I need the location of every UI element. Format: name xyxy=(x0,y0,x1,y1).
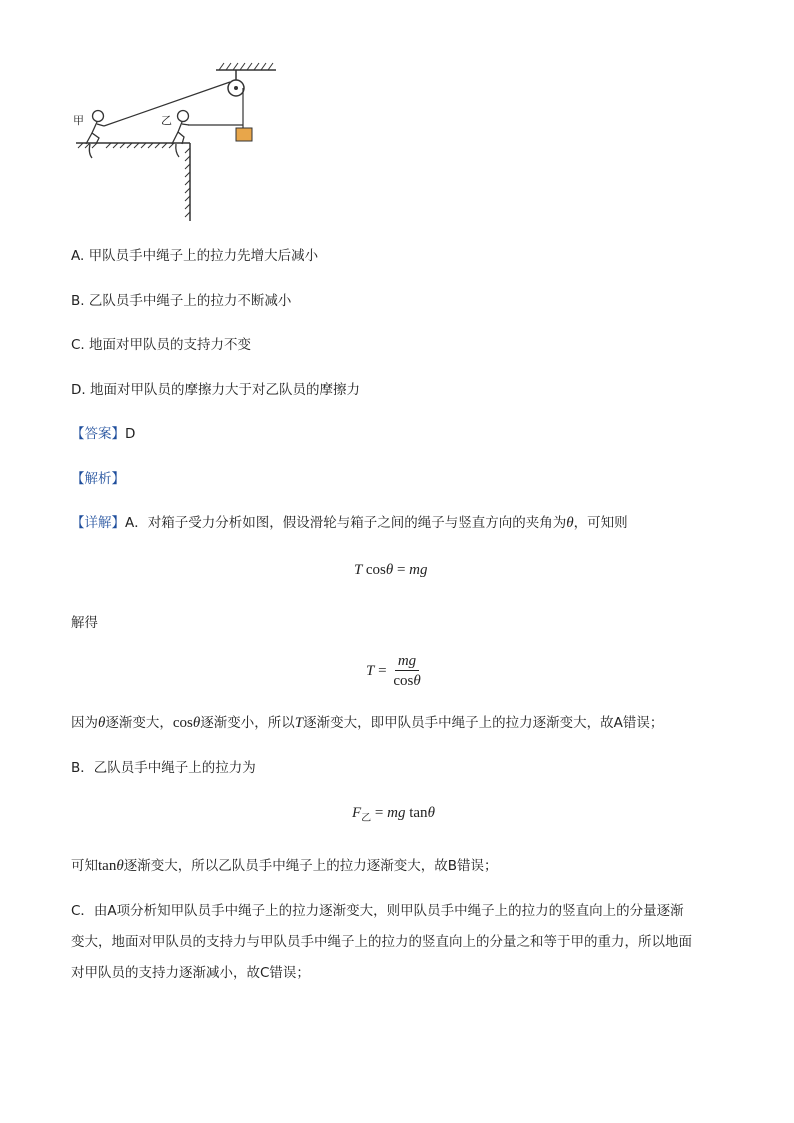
eq3-equals: = xyxy=(371,805,388,821)
eq2-T: T xyxy=(366,662,375,679)
line-b-p1: 可知 xyxy=(71,858,98,874)
detail-intro-text: A．对箱子受力分析如图，假设滑轮与箱子之间的绳子与竖直方向的夹角为 xyxy=(125,515,567,531)
analysis-line xyxy=(71,469,125,489)
theta-symbol: θ xyxy=(566,515,574,531)
eq2-den-theta: θ xyxy=(413,673,421,689)
line-a-T: T xyxy=(294,715,304,731)
eq2-denominator xyxy=(390,671,423,689)
reasoning-c-3: 对甲队员的支持力逐渐减小，故C错误； xyxy=(71,965,310,981)
detail-intro-end: ，可知则 xyxy=(573,515,628,531)
option-d: D. 地面对甲队员的摩擦力大于对乙队员的摩擦力 xyxy=(71,382,360,398)
eq1-equals: = xyxy=(393,562,410,578)
eq1-cos: cos xyxy=(365,562,386,578)
eq3-mg: mg xyxy=(387,805,406,821)
label-yi: 乙 xyxy=(161,114,172,127)
line-b-tan: tan xyxy=(98,858,117,874)
reasoning-b-intro: B．乙队员手中绳子上的拉力为 xyxy=(71,760,256,776)
answer-value: D xyxy=(125,426,136,442)
answer-tag: 【答案】 xyxy=(71,426,125,442)
reasoning-c-1: C．由A项分析知甲队员手中绳子上的拉力逐渐变大，则甲队员手中绳子上的拉力的竖直向上的分量逐渐 xyxy=(71,903,684,919)
line-a-cos: cos xyxy=(172,715,193,731)
detail-intro xyxy=(71,513,628,533)
equation-1 xyxy=(354,562,428,579)
person-yi xyxy=(172,111,189,158)
pulley-axle xyxy=(234,86,238,90)
person-jia xyxy=(86,111,104,159)
eq1-T: T xyxy=(354,562,363,578)
line-b-theta: θ xyxy=(116,858,124,874)
answer-line xyxy=(71,424,135,444)
line-a-p1: 因为 xyxy=(71,715,98,731)
eq1-theta: θ xyxy=(385,562,394,578)
solve-label: 解得 xyxy=(71,615,98,631)
line-a-p3: 逐渐变小，所以 xyxy=(200,715,295,731)
eq3-theta: θ xyxy=(427,805,435,821)
line-a-theta1: θ xyxy=(98,715,106,731)
eq3-subscript: 乙 xyxy=(361,813,372,824)
equation-2 xyxy=(366,653,424,689)
analysis-tag: 【解析】 xyxy=(71,471,125,487)
eq3-tan: tan xyxy=(409,805,428,821)
ceiling-hatch xyxy=(219,63,273,70)
box xyxy=(236,128,252,141)
reasoning-c-2: 变大，地面对甲队员的支持力与甲队员手中绳子上的拉力的竖直向上的分量之和等于甲的重力，所以地面 xyxy=(71,934,692,950)
line-a-theta2: θ xyxy=(192,715,201,731)
physics-figure xyxy=(66,58,286,228)
line-a-p2: 逐渐变大， xyxy=(105,715,173,731)
line-a-p4: 逐渐变大，即甲队员手中绳子上的拉力逐渐变大，故A错误； xyxy=(303,715,664,731)
eq1-rhs: mg xyxy=(409,562,428,578)
detail-tag: 【详解】 xyxy=(71,515,125,531)
option-a: A. 甲队员手中绳子上的拉力先增大后减小 xyxy=(71,248,319,264)
eq3-F: F xyxy=(352,805,362,821)
option-b: B. 乙队员手中绳子上的拉力不断减小 xyxy=(71,293,292,309)
eq2-fraction xyxy=(390,653,423,689)
eq2-numerator: mg xyxy=(395,653,419,671)
equation-3 xyxy=(352,805,435,824)
option-c: C. 地面对甲队员的支持力不变 xyxy=(71,337,252,353)
label-jia: 甲 xyxy=(73,114,84,127)
reasoning-a xyxy=(71,713,663,733)
reasoning-b xyxy=(71,856,497,876)
line-b-p2: 逐渐变大，所以乙队员手中绳子上的拉力逐渐变大，故B错误； xyxy=(123,858,498,874)
eq2-equals: = xyxy=(374,662,391,679)
eq2-den-cos: cos xyxy=(393,673,414,689)
